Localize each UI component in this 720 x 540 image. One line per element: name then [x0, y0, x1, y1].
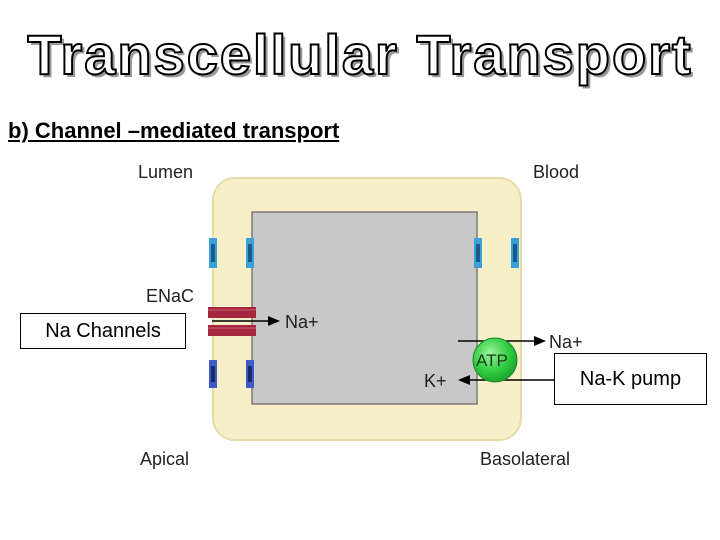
enac-label: ENaC: [146, 286, 195, 306]
subtitle: b) Channel –mediated transport: [8, 118, 340, 143]
nak-pump-callout: Na-K pump: [554, 353, 707, 405]
na-in-label: [285, 312, 319, 332]
na-out-text: Na+: [549, 332, 583, 352]
k-label: K+: [424, 371, 447, 391]
basolateral-label: Basolateral: [480, 449, 571, 469]
blood-label: Blood: [533, 162, 580, 182]
na-out-label: [549, 332, 583, 352]
na-channels-callout: Na Channels: [20, 313, 186, 349]
na-in-text: Na+: [285, 312, 319, 332]
slide-title: Transcellular Transport: [27, 23, 693, 86]
apical-label: Apical: [140, 449, 190, 469]
atp-label: ATP: [476, 351, 508, 370]
lumen-label: Lumen: [138, 162, 194, 182]
